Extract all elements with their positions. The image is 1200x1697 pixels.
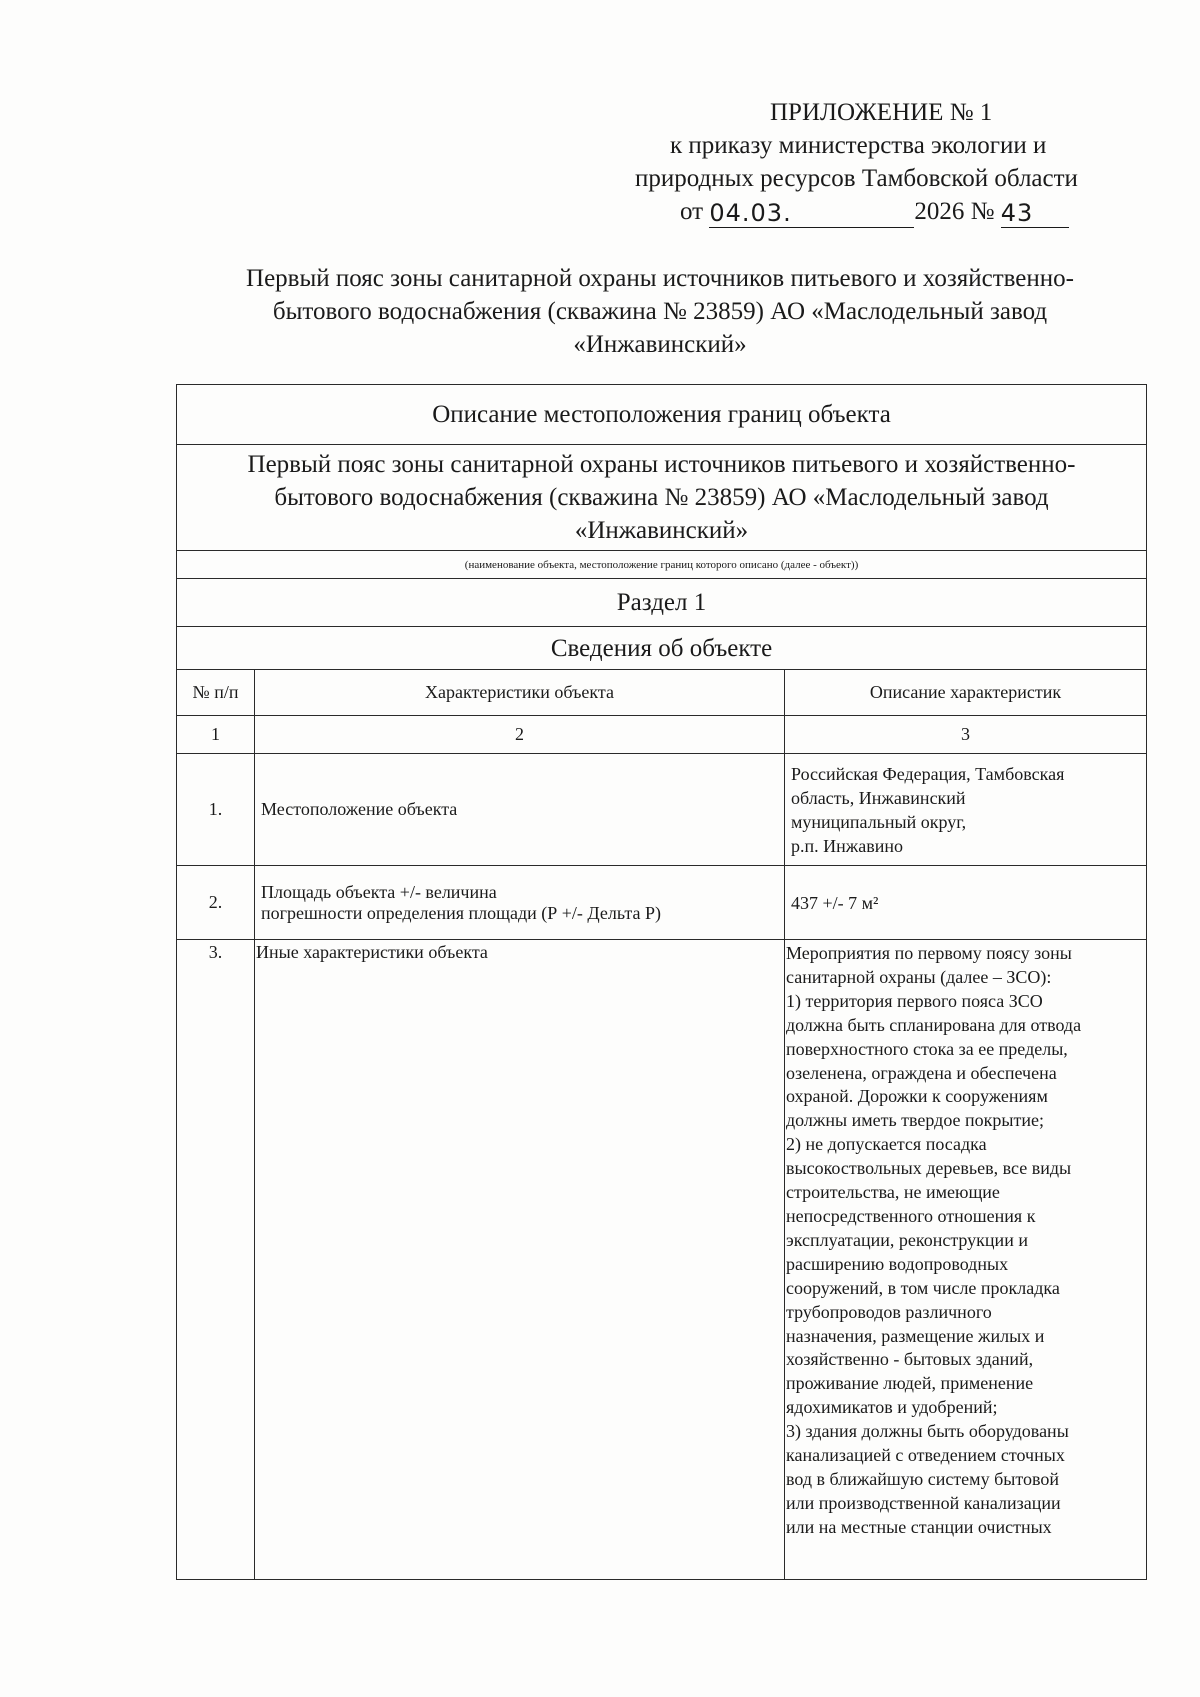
section-label: Раздел 1 (177, 579, 1147, 627)
row-description (785, 940, 1147, 1580)
table-heading: Описание местоположения границ объекта (177, 385, 1147, 445)
description-line: область, Инжавинский (791, 787, 966, 808)
column-number-row (177, 716, 1147, 754)
title-line-3: «Инжавинский» (573, 331, 747, 358)
section-row (177, 579, 1147, 627)
object-name-line-3: «Инжавинский» (574, 517, 749, 544)
description-line: хозяйственно - бытовых зданий, (786, 1349, 1034, 1370)
description-line: должна быть спланирована для отвода (786, 1014, 1082, 1035)
table-row (177, 754, 1147, 866)
object-description-table (176, 384, 1147, 1580)
description-line: охраной. Дорожки к сооружениям (786, 1086, 1048, 1107)
description-line: 1) территория первого пояса ЗСО (786, 990, 1043, 1011)
number-field (1001, 197, 1069, 228)
description-line: канализацией с отведением сточных (786, 1445, 1065, 1466)
description-line: санитарной охраны (далее – ЗСО): (786, 966, 1052, 987)
row-description (785, 754, 1147, 866)
object-name-row (177, 445, 1147, 551)
date-field (709, 197, 914, 228)
caption-row (177, 551, 1147, 579)
description-line: или производственной канализации (786, 1492, 1061, 1513)
description-lines (786, 942, 1145, 1540)
column-number-2: 2 (255, 716, 785, 754)
row-number: 3. (177, 940, 255, 1580)
object-name (177, 445, 1147, 551)
order-line-2: природных ресурсов Тамбовской области (635, 165, 1078, 192)
description-line: назначения, размещение жилых и (786, 1325, 1045, 1346)
column-number-3: 3 (785, 716, 1147, 754)
description-line: вод в ближайшую систему бытовой (786, 1468, 1059, 1489)
column-header-num: № п/п (177, 670, 255, 716)
table-heading-row (177, 385, 1147, 445)
description-line: р.п. Инжавино (791, 835, 903, 856)
characteristic-line: Площадь объекта +/- величина (261, 881, 497, 902)
description-line: строительства, не имеющие (786, 1182, 1000, 1203)
description-line: расширению водопроводных (786, 1253, 1009, 1274)
column-header-row (177, 670, 1147, 716)
handwritten-date: 04.03. (709, 199, 792, 227)
description-line: сооружений, в том числе прокладка (786, 1277, 1060, 1298)
object-name-line-1: Первый пояс зоны санитарной охраны источников питьевого и хозяйственно- (247, 451, 1076, 478)
description-line: Российская Федерация, Тамбовская (791, 763, 1065, 784)
description-line: ядохимикатов и удобрений; (786, 1397, 998, 1418)
section-title-row (177, 627, 1147, 670)
description-line: муниципальный округ, (791, 811, 967, 832)
row-number: 2. (177, 866, 255, 940)
order-date-line (600, 195, 1160, 228)
description-line: трубопроводов различного (786, 1301, 992, 1322)
column-header-description: Описание характеристик (785, 670, 1147, 716)
year-text: 2026 № (914, 198, 995, 225)
document-title (180, 262, 1140, 361)
characteristic-line: погрешности определения площади (Р +/- Дельта Р) (261, 902, 661, 923)
description-line: Мероприятия по первому поясу зоны (786, 943, 1072, 963)
row-characteristic: Иные характеристики объекта (255, 940, 785, 1580)
appendix-title: ПРИЛОЖЕНИЕ № 1 (770, 99, 993, 126)
description-line: должны иметь твердое покрытие; (786, 1110, 1044, 1131)
table-row (177, 866, 1147, 940)
title-line-2: бытового водоснабжения (скважина № 23859) АО «Маслодельный завод (272, 298, 1048, 325)
description-line: непосредственного отношения к (786, 1205, 1036, 1226)
description-line: проживание людей, применение (786, 1373, 1034, 1394)
object-caption: (наименование объекта, местоположение границ которого описано (далее - объект)) (177, 551, 1147, 579)
table-row (177, 940, 1147, 1580)
description-line: 3) здания должны быть оборудованы (786, 1421, 1069, 1442)
description-line: высокоствольных деревьев, все виды (786, 1158, 1072, 1179)
description-line: эксплуатации, реконструкции и (786, 1229, 1028, 1250)
column-header-characteristic: Характеристики объекта (255, 670, 785, 716)
section-title: Сведения об объекте (177, 627, 1147, 670)
title-line-1: Первый пояс зоны санитарной охраны источников питьевого и хозяйственно- (246, 265, 1074, 292)
date-prefix: от (680, 198, 704, 225)
description-line: или на местные станции очистных (786, 1516, 1052, 1537)
object-name-line-2: бытового водоснабжения (скважина № 23859) АО «Маслодельный завод (274, 484, 1049, 511)
row-number: 1. (177, 754, 255, 866)
column-number-1: 1 (177, 716, 255, 754)
order-line-1: к приказу министерства экологии и (670, 132, 1047, 159)
description-line: поверхностного стока за ее пределы, (786, 1038, 1068, 1059)
row-characteristic (255, 866, 785, 940)
row-description: 437 +/- 7 м² (785, 866, 1147, 940)
row-characteristic: Местоположение объекта (255, 754, 785, 866)
description-line: озеленена, ограждена и обеспечена (786, 1062, 1057, 1083)
description-line: 2) не допускается посадка (786, 1134, 987, 1155)
handwritten-number: 43 (1000, 199, 1034, 227)
appendix-header (600, 96, 1160, 228)
